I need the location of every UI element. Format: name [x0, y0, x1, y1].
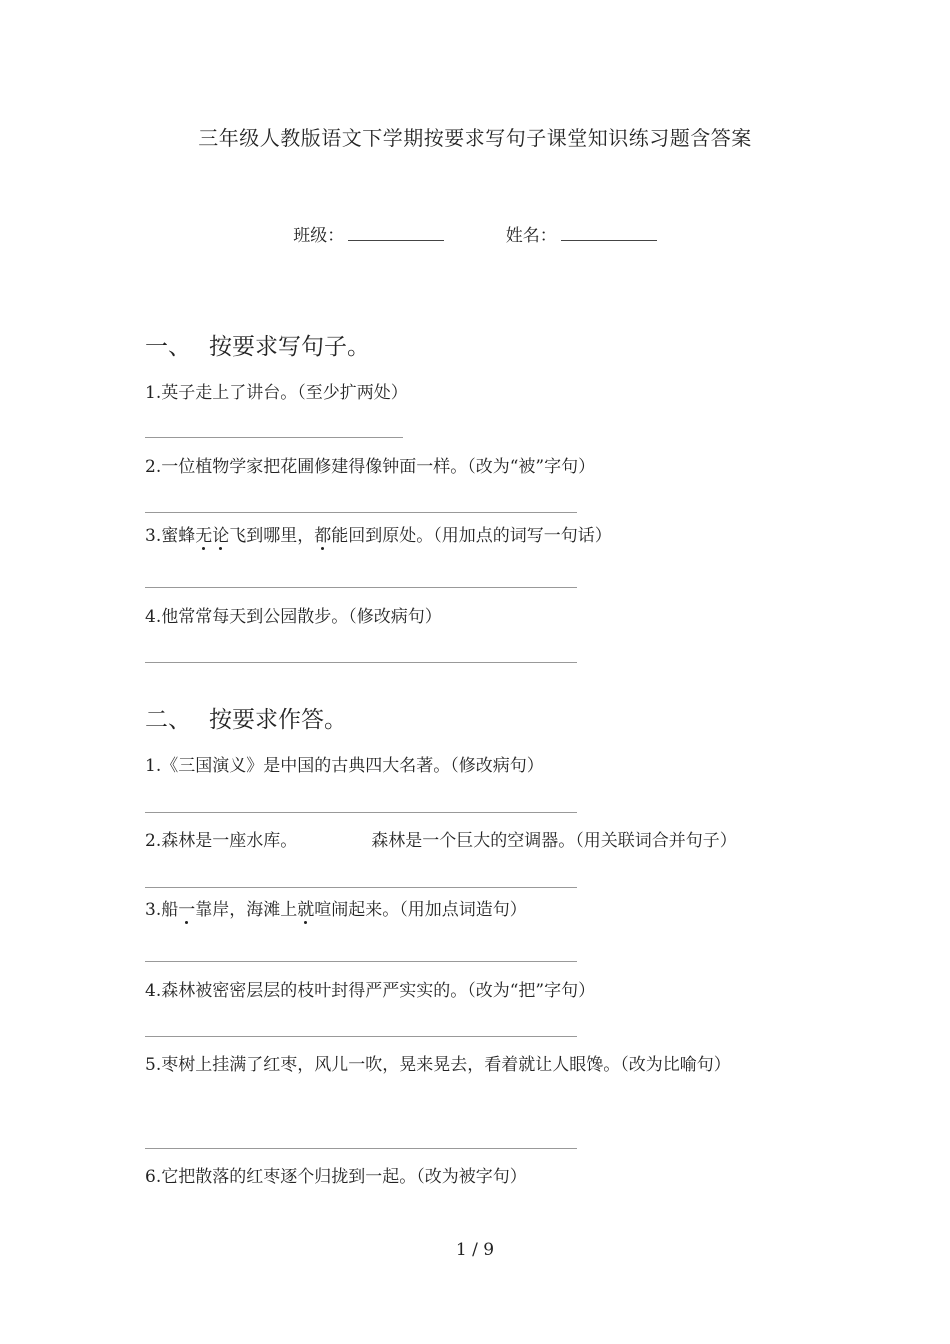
s2-question-6: 6.它把散落的红枣逐个归拢到一起。（改为被字句）: [145, 1167, 527, 1187]
s2-answer-line-3[interactable]: [145, 961, 577, 962]
name-field: [506, 221, 657, 246]
dotted-char: 论: [212, 526, 230, 546]
s2-question-3: [145, 891, 527, 929]
class-blank[interactable]: [348, 226, 444, 241]
s1-question-4: 4.他常常每天到公园散步。（修改病句）: [145, 607, 442, 627]
s2-question-4: 4.森林被密密层层的枝叶封得严严实实的。（改为“把”字句）: [145, 981, 596, 1001]
section-1-number: 一、: [145, 334, 191, 360]
s1-answer-line-3[interactable]: [145, 587, 577, 588]
s2-answer-line-5[interactable]: [145, 1148, 577, 1149]
dotted-char: 一: [178, 900, 196, 920]
dotted-char: 就: [297, 900, 315, 920]
s1-answer-line-4[interactable]: [145, 662, 577, 663]
document-title: 三年级人教版语文下学期按要求写句子课堂知识练习题含答案: [198, 126, 752, 150]
s1-q3-text-a: 3.蜜蜂: [145, 526, 196, 546]
name-blank[interactable]: [561, 226, 657, 241]
dotted-char: 都: [314, 526, 332, 546]
class-label: 班级：: [293, 226, 345, 246]
dotted-char: 无: [195, 526, 213, 546]
section-1-title: 按要求写句子。: [209, 334, 370, 360]
s2-q3-text-a: 3.船: [145, 900, 179, 920]
section-2-number: 二、: [145, 707, 191, 733]
s1-question-1: 1.英子走上了讲台。（至少扩两处）: [145, 383, 408, 403]
s2-question-5: 5.枣树上挂满了红枣，风儿一吹，晃来晃去，看着就让人眼馋。（改为比喻句）: [145, 1055, 731, 1075]
s1-q3-text-f: 能回到原处。（用加点的词写一句话）: [331, 526, 612, 546]
s1-answer-line-1[interactable]: [145, 437, 403, 438]
s2-q3-text-e: 喧闹起来。（用加点词造句）: [314, 900, 527, 920]
page-number: 1 / 9: [455, 1240, 495, 1260]
s2-q2-part-a: 2.森林是一座水库。: [145, 831, 298, 851]
s2-question-1: 1.《三国演义》是中国的古典四大名著。（修改病句）: [145, 756, 544, 776]
s1-question-3: [145, 517, 612, 555]
s1-q3-text-d: 飞到哪里，: [229, 526, 315, 546]
s1-question-2: 2.一位植物学家把花圃修建得像钟面一样。（改为“被”字句）: [145, 457, 596, 477]
s2-question-2: [145, 822, 737, 860]
s2-q3-text-c: 靠岸，海滩上: [195, 900, 298, 920]
section-2-title: 按要求作答。: [209, 707, 347, 733]
s2-q2-part-b: 森林是一个巨大的空调器。（用关联词合并句子）: [371, 831, 737, 851]
section-2-heading: [145, 701, 347, 734]
s2-answer-line-1[interactable]: [145, 812, 577, 813]
section-1-heading: [145, 328, 370, 361]
s1-answer-line-2[interactable]: [145, 512, 577, 513]
class-field: [293, 221, 444, 246]
s2-answer-line-4[interactable]: [145, 1036, 577, 1037]
name-label: 姓名：: [505, 226, 557, 246]
s2-answer-line-2[interactable]: [145, 887, 577, 888]
student-info: [0, 221, 950, 246]
